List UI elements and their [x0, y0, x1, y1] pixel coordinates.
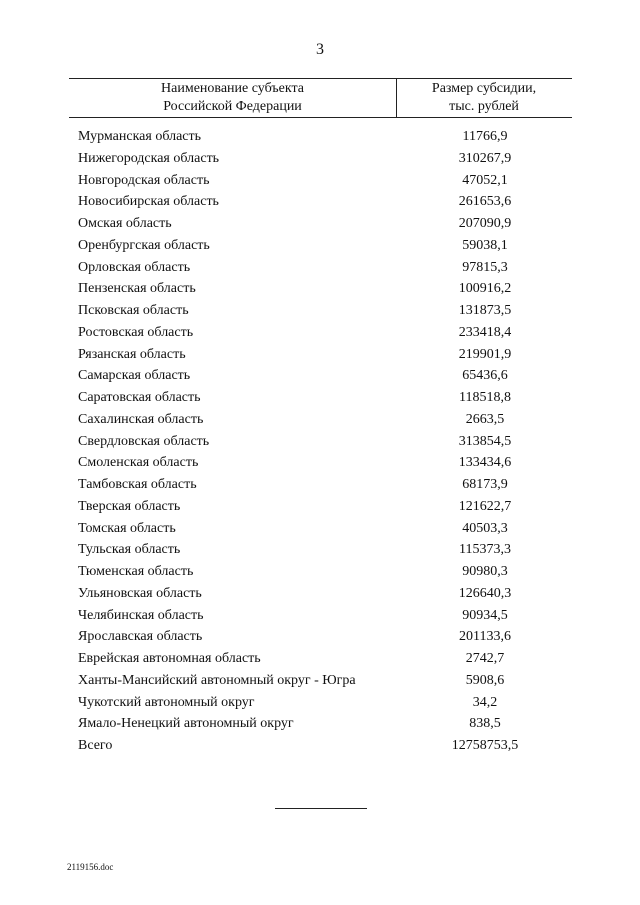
subject-name: Челябинская область — [78, 607, 204, 623]
table-row — [0, 605, 640, 627]
subject-name: Орловская область — [78, 259, 191, 275]
table-row — [0, 539, 640, 561]
subject-name: Ростовская область — [78, 324, 194, 340]
table-row — [0, 518, 640, 540]
subject-name: Тамбовская область — [78, 477, 197, 492]
table-row — [0, 561, 640, 583]
subsidy-value: 47052,1 — [462, 172, 508, 188]
page-number: 3 — [316, 41, 324, 58]
table-row — [0, 474, 640, 496]
subsidy-value: 219901,9 — [458, 346, 512, 362]
subject-name: Всего — [78, 738, 113, 753]
subject-name: Пензенская область — [78, 281, 196, 297]
header-subsidy-size-line1: Размер субсидии, — [431, 81, 537, 96]
subject-name: Тульская область — [78, 542, 181, 558]
subsidy-value: 838,5 — [469, 716, 501, 732]
subject-name: Тверская область — [78, 498, 181, 514]
table-row — [0, 583, 640, 605]
subsidy-value: 90980,3 — [462, 564, 508, 579]
subject-name: Сахалинская область — [78, 411, 204, 427]
subsidy-value: 233418,4 — [458, 324, 512, 340]
subsidy-value: 100916,2 — [458, 281, 512, 297]
table-row — [0, 626, 640, 648]
table-row — [0, 278, 640, 300]
subject-name: Новосибирская область — [78, 194, 219, 210]
subsidy-value: 121622,7 — [458, 498, 512, 514]
table-row — [0, 213, 640, 235]
table-row — [0, 148, 640, 170]
subsidy-value: 133434,6 — [458, 455, 512, 471]
table-row — [0, 670, 640, 692]
header-subsidy-size-line2: тыс. рублей — [449, 99, 519, 114]
table-row — [0, 365, 640, 387]
subject-name: Омская область — [78, 216, 172, 231]
subject-name: Тюменская область — [78, 564, 194, 579]
table-row — [0, 692, 640, 714]
subsidy-value: 65436,6 — [462, 368, 508, 384]
table-row — [0, 409, 640, 431]
table-row — [0, 496, 640, 518]
subject-name: Рязанская область — [78, 346, 186, 362]
table-body — [0, 126, 640, 757]
subsidy-value: 207090,9 — [458, 216, 512, 231]
table-row — [0, 170, 640, 192]
subsidy-value: 115373,3 — [459, 542, 511, 558]
end-line — [275, 808, 367, 809]
subsidy-value: 5908,6 — [465, 672, 505, 688]
subject-name: Новгородская область — [78, 172, 210, 188]
subsidy-value: 310267,9 — [458, 150, 512, 166]
header-subsidy-size — [396, 80, 572, 116]
table-row — [0, 322, 640, 344]
subsidy-value: 2663,5 — [465, 411, 505, 427]
subject-name: Чукотский автономный округ — [78, 694, 255, 710]
table-row — [0, 257, 640, 279]
table-row — [0, 126, 640, 148]
subsidy-value: 59038,1 — [462, 237, 508, 253]
subsidy-value: 11766,9 — [462, 129, 508, 144]
table-row — [0, 344, 640, 366]
subsidy-value: 201133,6 — [459, 629, 511, 645]
subsidy-value: 261653,6 — [458, 194, 512, 210]
header-subject-name-line1: Наименование субъекта — [161, 81, 304, 96]
table-top-line — [69, 78, 572, 79]
subject-name: Еврейская автономная область — [78, 651, 261, 666]
subject-name: Ханты-Мансийский автономный округ - Югра — [78, 672, 356, 688]
subsidy-value: 97815,3 — [462, 259, 508, 275]
subject-name: Оренбургская область — [78, 237, 210, 253]
header-subject-name-line2: Российской Федерации — [163, 99, 302, 114]
subject-name: Ямало-Ненецкий автономный округ — [78, 716, 294, 732]
table-row — [0, 300, 640, 322]
header-subject-name — [69, 80, 396, 116]
subject-name: Смоленская область — [78, 455, 199, 471]
subject-name: Мурманская область — [78, 129, 202, 144]
table-row — [0, 735, 640, 757]
table-header-bottom-line — [69, 117, 572, 118]
subsidy-value: 34,2 — [472, 694, 498, 710]
subsidy-value: 12758753,5 — [451, 738, 519, 753]
subsidy-value: 40503,3 — [462, 520, 508, 536]
subsidy-value: 118518,8 — [459, 390, 511, 405]
subject-name: Самарская область — [78, 368, 191, 384]
subsidy-value: 126640,3 — [458, 585, 512, 601]
table-row — [0, 431, 640, 453]
table-row — [0, 713, 640, 735]
subject-name: Ярославская область — [78, 629, 203, 645]
subsidy-value: 68173,9 — [462, 477, 508, 492]
table-row — [0, 191, 640, 213]
subject-name: Ульяновская область — [78, 585, 202, 601]
subsidy-value: 313854,5 — [458, 433, 512, 449]
subject-name: Свердловская область — [78, 433, 210, 449]
footer-file-name: 2119156.doc — [67, 862, 114, 872]
subsidy-value: 2742,7 — [465, 651, 505, 666]
table-row — [0, 387, 640, 409]
table-row — [0, 235, 640, 257]
subject-name: Саратовская область — [78, 390, 201, 405]
subsidy-value: 131873,5 — [458, 303, 512, 318]
subject-name: Томская область — [78, 520, 176, 536]
subject-name: Нижегородская область — [78, 150, 220, 166]
table-row — [0, 452, 640, 474]
subject-name: Псковская область — [78, 303, 189, 318]
table-row — [0, 648, 640, 670]
subsidy-value: 90934,5 — [462, 607, 508, 623]
